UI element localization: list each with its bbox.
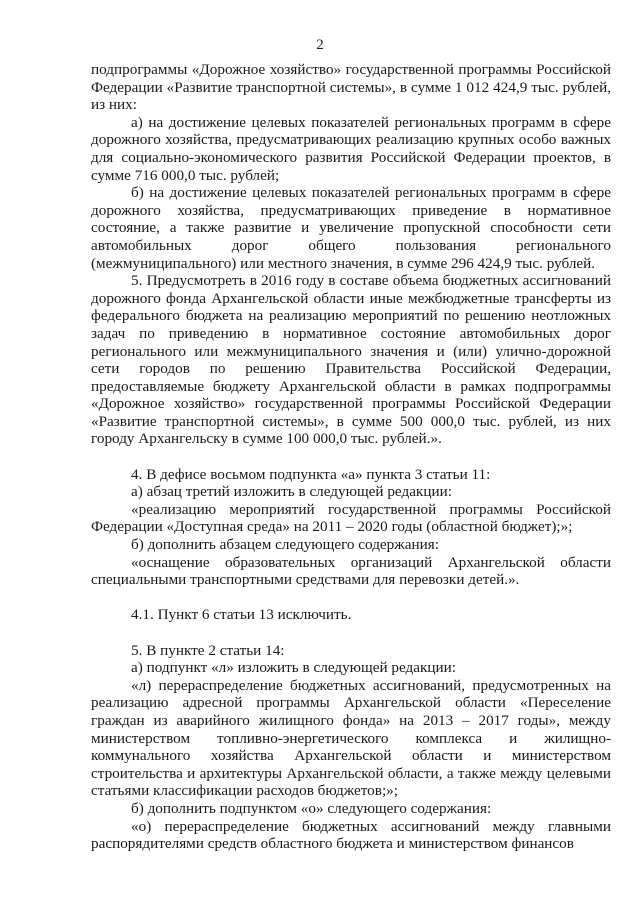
paragraph-point-4-b-text: «оснащение образовательных организаций Архангельской области специальными транспортными средствами для перевозки детей.». bbox=[91, 553, 611, 589]
document-body bbox=[91, 61, 611, 853]
paragraph-point-5-heading: 5. В пункте 2 статьи 14: bbox=[131, 641, 285, 659]
paragraph-point-4-b: б) дополнить абзацем следующего содержания: bbox=[131, 536, 439, 554]
paragraph-spacer bbox=[91, 589, 611, 607]
paragraph-point-5-a-text: «л) перераспределение бюджетных ассигнований, предусмотренных на реализацию адресной программы Архангельской области «Переселение граждан из аварийного жилищного фонда» на 2013 – 2017 годы», между министерством топливно-энергетического комплекса и жилищно-коммунального хозяйства Архангельской области и министерством строительства и архитектуры Архангельской области, а также между целевыми статьями классификации расходов бюджетов;»; bbox=[91, 676, 611, 800]
paragraph-point-5: 5. Предусмотреть в 2016 году в составе объема бюджетных ассигнований дорожного фонда Архангельской области иные межбюджетные трансферты из федерального бюджета на реализацию мероприятий по решению неотложных задач по приведению в нормативное состояние автомобильных дорог регионального или межмуниципального значения и (или) улично-дорожной сети городов по решению Правительства Российской Федерации, предоставляемые бюджету Архангельской области в рамках подпрограммы «Дорожное хозяйство» государственной программы Российской Федерации «Развитие транспортной системы», в сумме 500 000,0 тыс. рублей, из них городу Архангельску в сумме 100 000,0 тыс. рублей.». bbox=[91, 272, 611, 448]
paragraph-point-4-heading: 4. В дефисе восьмом подпункта «а» пункта 3 статьи 11: bbox=[131, 465, 491, 483]
paragraph-item-a: а) на достижение целевых показателей региональных программ в сфере дорожного хозяйства, предусматривающих реализацию крупных особо важных для социально-экономического развития Российской Федерации проектов, в сумме 716 000,0 тыс. рублей; bbox=[91, 113, 611, 184]
paragraph-point-4-a: а) абзац третий изложить в следующей редакции: bbox=[131, 483, 452, 501]
paragraph-point-4-a-text: «реализацию мероприятий государственной программы Российской Федерации «Доступная среда» на 2011 – 2020 годы (областной бюджет);»; bbox=[91, 500, 611, 536]
page-number: 2 bbox=[316, 37, 324, 53]
paragraph-point-4-1: 4.1. Пункт 6 статьи 13 исключить. bbox=[131, 606, 352, 624]
paragraph-point-5-b-text: «о) перераспределение бюджетных ассигнований между главными распорядителями средств областного бюджета и министерством финансов bbox=[91, 817, 611, 853]
paragraph-intro: подпрограммы «Дорожное хозяйство» государственной программы Российской Федерации «Развитие транспортной системы», в сумме 1 012 424,9 тыс. рублей, из них: bbox=[91, 61, 611, 114]
paragraph-item-b: б) на достижение целевых показателей региональных программ в сфере дорожного хозяйства, предусматривающих приведение в нормативное состояние, а также развитие и увеличение пропускной способности сети автомобильных дорог общего пользования регионального (межмуниципального) или местного значения, в сумме 296 424,9 тыс. рублей. bbox=[91, 184, 611, 272]
paragraph-point-5-b: б) дополнить подпунктом «о» следующего содержания: bbox=[131, 799, 492, 817]
paragraph-point-5-a: а) подпункт «л» изложить в следующей редакции: bbox=[131, 659, 456, 677]
paragraph-spacer bbox=[91, 448, 611, 466]
paragraph-spacer bbox=[91, 624, 611, 642]
